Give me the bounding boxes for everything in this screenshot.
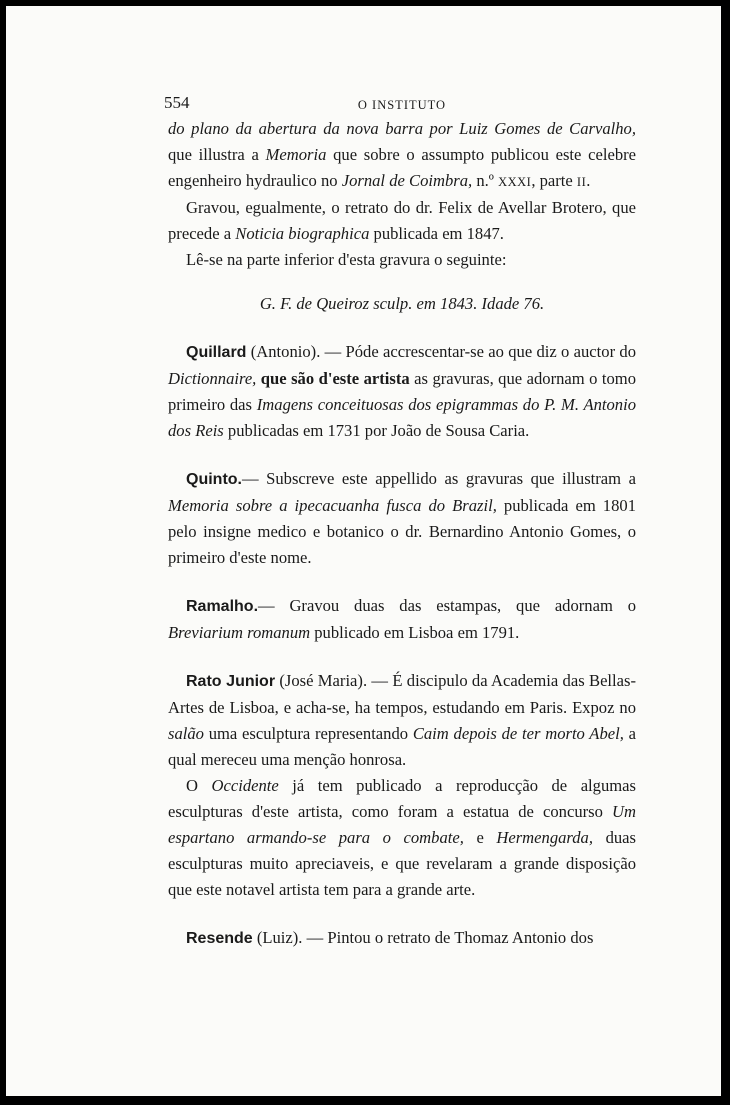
text-run: Memoria bbox=[265, 145, 327, 164]
entry-name: Quillard bbox=[186, 344, 247, 361]
text-run: que illustra a bbox=[168, 145, 266, 164]
entry-paragraph bbox=[168, 339, 636, 444]
text-run: já tem publicado a reproducção de algumas esculpturas d'este artista, como foram a estatua de concurso bbox=[168, 776, 636, 821]
entry-quinto bbox=[168, 466, 636, 571]
text-run: Breviarium romanum bbox=[168, 623, 311, 642]
text-run: publicada em 1847. bbox=[369, 224, 504, 243]
text-run: Um espartano armando-se para o combate, bbox=[168, 802, 636, 847]
entry-paragraph bbox=[168, 593, 636, 646]
entry-name: Quinto. bbox=[186, 471, 242, 488]
text-run: O bbox=[186, 776, 212, 795]
text-run: a qual mereceu uma menção honrosa. bbox=[168, 724, 636, 769]
page-number: 554 bbox=[164, 93, 190, 112]
entry-body bbox=[253, 928, 594, 947]
intro-paragraph-3: Lê-se na parte inferior d'esta gravura o seguinte: bbox=[186, 250, 507, 269]
entry-resende bbox=[168, 925, 636, 952]
text-run: as gravuras, que adornam o tomo primeiro das bbox=[168, 369, 636, 414]
text-run: II bbox=[576, 175, 587, 189]
text-run: (Luiz). — Pintou o retrato de Thomaz Antonio dos bbox=[252, 928, 594, 947]
text-run: — Gravou duas das estampas, que adornam o bbox=[258, 596, 636, 615]
text-run: XXXI bbox=[498, 175, 532, 189]
text-run: Hermengarda, bbox=[496, 828, 594, 847]
text-run: (José Maria). — É discipulo da Academia das Bellas-Artes de Lisboa, e acha-se, ha tempos, estudando em Paris. Expoz no bbox=[168, 671, 636, 717]
text-run: e bbox=[463, 828, 497, 847]
text-run: Memoria sobre a ipecacuanha fusca do Brazil, bbox=[168, 496, 497, 515]
entry-paragraph bbox=[168, 466, 636, 571]
text-run: Caim depois de ter morto Abel, bbox=[412, 724, 624, 743]
intro-paragraph-2 bbox=[168, 195, 636, 247]
text-run: Noticia biographica bbox=[235, 224, 370, 243]
entry-rato-junior bbox=[168, 668, 636, 903]
text-run: do plano da abertura da nova barra por Luiz Gomes de Carvalho, bbox=[168, 119, 636, 138]
entry-name: Resende bbox=[186, 930, 253, 947]
entry-name: Ramalho. bbox=[186, 598, 259, 615]
text-run: . bbox=[586, 171, 591, 190]
book-page bbox=[6, 6, 721, 1096]
entry-paragraph bbox=[168, 668, 636, 773]
running-title: O INSTITUTO bbox=[357, 98, 447, 112]
text-block bbox=[164, 86, 637, 952]
entry-paragraph bbox=[168, 925, 636, 952]
text-run: , parte bbox=[531, 171, 577, 190]
text-run: Occidente bbox=[211, 776, 279, 795]
text-run: (Antonio). — Póde accrescentar-se ao que diz o auctor do bbox=[246, 342, 636, 361]
text-run: n.º bbox=[472, 171, 499, 190]
text-run: que sobre o assumpto publicou este celebre engenheiro hydraulico no bbox=[168, 145, 637, 190]
entry-name: Rato Junior bbox=[186, 673, 276, 690]
intro-paragraph-1 bbox=[168, 116, 636, 195]
text-run: publicadas em 1731 por João de Sousa Caria. bbox=[223, 421, 530, 440]
text-run: Gravou, egualmente, o retrato do dr. Felix de Avellar Brotero, que precede a bbox=[168, 198, 636, 243]
text-run: Dictionnaire, bbox=[168, 369, 257, 388]
text-run: duas esculpturas muito apreciaveis, e que revelaram a grande disposição que este notavel artista tem para a grande arte. bbox=[168, 828, 636, 899]
text-run: uma esculptura representando bbox=[203, 724, 413, 743]
text-run: Imagens conceituosas dos epigrammas do P. M. Antonio dos Reis bbox=[168, 395, 636, 440]
page-header bbox=[164, 86, 636, 116]
text-run: — Subscreve este appellido as gravuras que illustram a bbox=[241, 469, 636, 488]
entry-continuation bbox=[168, 773, 636, 903]
text-run: salão bbox=[168, 724, 204, 743]
engraving-inscription: G. F. de Queiroz sculp. em 1843. Idade 76. bbox=[259, 294, 545, 313]
text-run: publicada em 1801 pelo insigne medico e botanico o dr. Bernardino Antonio Gomes, o primeiro d'este nome. bbox=[168, 496, 636, 567]
entry-quillard bbox=[168, 339, 636, 444]
text-run: que são d'este artista bbox=[256, 369, 410, 388]
entry-ramalho bbox=[168, 593, 636, 646]
text-run: publicado em Lisboa em 1791. bbox=[310, 623, 520, 642]
text-run: Jornal de Coimbra, bbox=[341, 171, 473, 190]
